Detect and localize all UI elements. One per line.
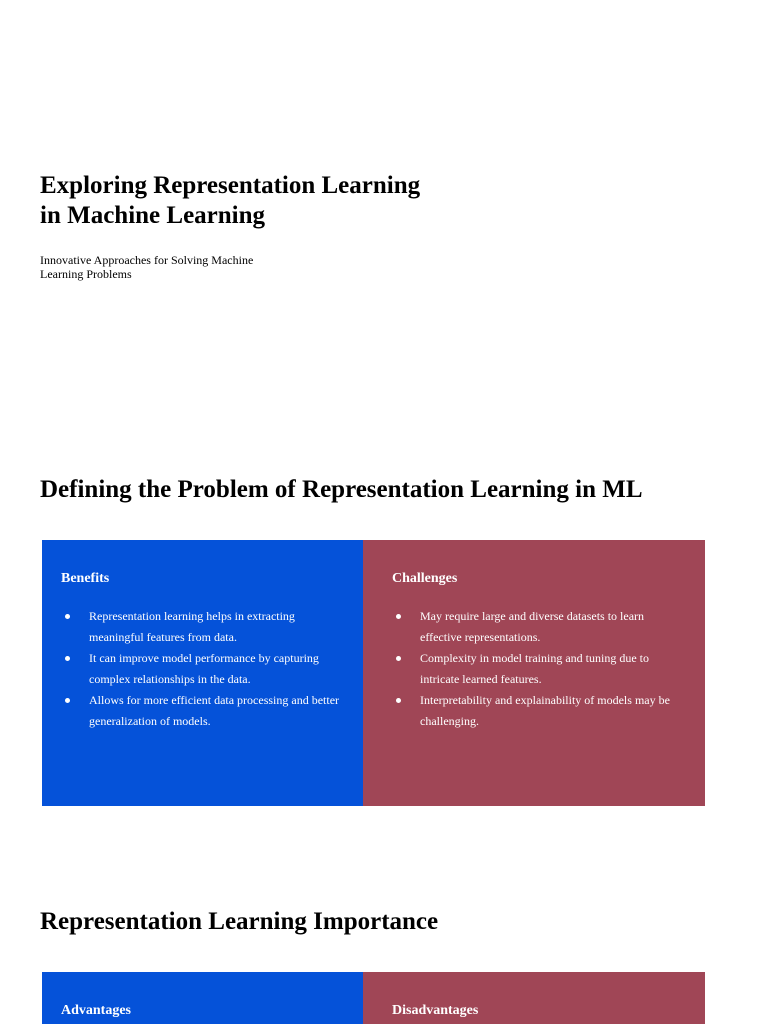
section-heading-defining-problem: Defining the Problem of Representation Learning in ML (40, 476, 643, 503)
benefits-card-title: Benefits (61, 571, 110, 586)
list-item (89, 606, 343, 648)
list-item-text: Representation learning helps in extracting meaningful features from data. (89, 609, 295, 644)
list-item (89, 648, 343, 690)
page-subtitle: Innovative Approaches for Solving Machine Learning Problems (40, 253, 254, 281)
advantages-card-title: Advantages (61, 1003, 132, 1018)
challenges-list (392, 606, 685, 732)
disadvantages-card (363, 972, 705, 1024)
list-item-text: Interpretability and explainability of models may be challenging. (420, 693, 670, 728)
section-heading-importance: Representation Learning Importance (40, 908, 439, 935)
comparison-card-row (42, 540, 705, 806)
disadvantages-card-title: Disadvantages (392, 1003, 479, 1018)
bullet-icon (396, 656, 401, 661)
advantages-card (42, 972, 363, 1024)
list-item (89, 690, 343, 732)
bullet-icon (396, 698, 401, 703)
challenges-card-title: Challenges (392, 571, 458, 586)
list-item-text: Complexity in model training and tuning due to intricate learned features. (420, 651, 649, 686)
list-item (420, 606, 685, 648)
list-item (420, 690, 685, 732)
list-item (420, 648, 685, 690)
benefits-list (61, 606, 343, 732)
list-item-text: Allows for more efficient data processing and better generalization of models. (89, 693, 340, 728)
comparison-card-row (42, 972, 705, 1024)
bullet-icon (396, 614, 401, 619)
bullet-icon (65, 614, 70, 619)
page-title: Exploring Representation Learning in Machine Learning (40, 172, 421, 229)
list-item-text: It can improve model performance by capturing complex relationships in the data. (89, 651, 319, 686)
challenges-card (363, 540, 705, 806)
benefits-card (42, 540, 363, 806)
bullet-icon (65, 698, 70, 703)
bullet-icon (65, 656, 70, 661)
list-item-text: May require large and diverse datasets to learn effective representations. (420, 609, 645, 644)
